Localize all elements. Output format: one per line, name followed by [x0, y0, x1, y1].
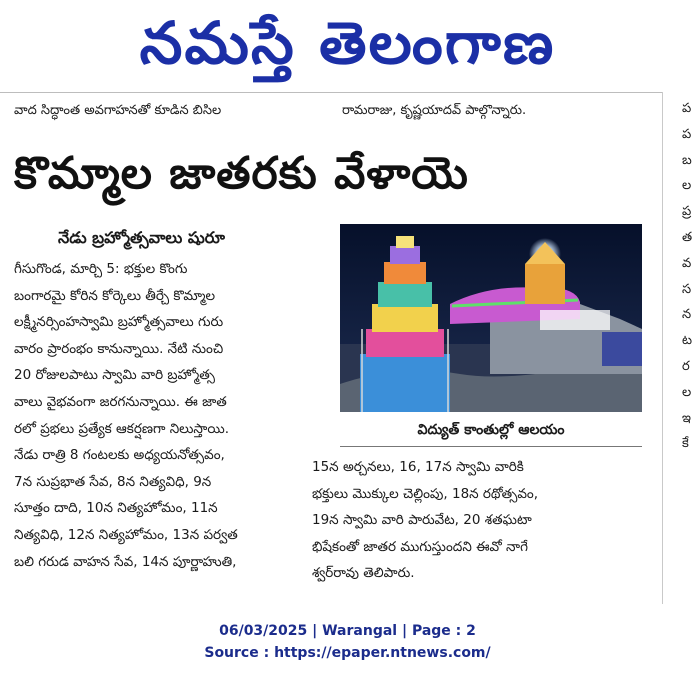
body-line: బలి గరుడ వాహన సేవ, 14న పూర్ణాహుతి,	[14, 553, 237, 570]
body-line: లక్ష్మీనర్సింహస్వామి బ్రహ్మోత్సవాలు గురు	[14, 314, 224, 331]
fragment: కే	[682, 436, 689, 452]
body-line: 19న స్వామి వారి పారువేట, 20 శతఘటా	[312, 512, 532, 529]
fragment: స	[682, 281, 692, 297]
adjacent-article-fragments	[682, 96, 695, 457]
body-line: రలో ప్రభలు ప్రత్యేక ఆకర్షణగా నిలుస్తాయి.	[14, 420, 229, 437]
body-line: నిత్యవిధి, 12న నిత్యహోమం, 13న పర్వత	[14, 526, 238, 543]
previous-article-line-right: రామరాజు, కృష్ణయాదవ్ పాల్గొన్నారు.	[342, 103, 527, 118]
article-headline: కొమ్మాల జాతరకు వేళాయె	[14, 148, 469, 199]
body-line: శ్వర్‌రావు తెలిపారు.	[312, 565, 415, 582]
previous-article-line-left: వాద సిద్ధాంత అవగాహనతో కూడిన బిసిల	[14, 103, 222, 118]
body-line: భక్తులు మొక్కుల చెల్లింపు, 18న రథోత్సవం,	[312, 485, 539, 502]
column-divider	[662, 92, 663, 604]
fragment: న	[682, 307, 692, 323]
temple-illuminated-photo-icon	[340, 224, 642, 412]
body-line: 7న సుప్రభాత సేవ, 8న నిత్యవిధి, 9న	[14, 473, 212, 490]
fragment: ఇ	[682, 410, 691, 426]
body-line: గీసుగొండ, మార్చి 5: భక్తుల కొంగు	[14, 261, 188, 277]
fragment: ప	[682, 101, 692, 116]
fragment: ప	[682, 126, 692, 142]
fragment: ర	[682, 358, 690, 374]
body-line: సూత్తం దాది, 10న నిత్యహోమం, 11న	[14, 500, 218, 517]
header-divider	[0, 92, 662, 93]
fragment: బ	[682, 152, 692, 168]
footer-edition-line: 06/03/2025 | Warangal | Page : 2	[219, 623, 476, 639]
body-line: 20 రోజులపాటు స్వామి వారి బ్రహ్మోత్స	[14, 367, 215, 384]
photo-caption: విద్యుత్ కాంతుల్లో ఆలయం	[417, 422, 565, 438]
fragment: ల	[682, 178, 692, 194]
temple-photo	[340, 224, 642, 412]
body-line: 15న అర్చనలు, 16, 17న స్వామి వారికి	[312, 459, 524, 475]
caption-divider	[340, 446, 642, 447]
body-line: వాలు వైభవంగా జరగనున్నాయి. ఈ జాత	[14, 393, 227, 410]
body-line: బంగారమై కోరిన కోర్కెలు తీర్చే కొమ్మాల	[14, 287, 216, 304]
masthead-title: నమస్తే తెలంగాణ	[139, 9, 556, 77]
fragment: వ	[682, 255, 692, 271]
article-body-left-column	[14, 256, 336, 575]
fragment: త	[682, 229, 693, 245]
fragment: ప్ర	[682, 204, 692, 220]
body-line: భిషేకంతో జాతర ముగుస్తుందని ఈవో నాగే	[312, 538, 528, 555]
body-line: నేడు రాత్రి 8 గంటలకు అధ్యయనోత్సవం,	[14, 447, 225, 464]
fragment: ల	[682, 384, 692, 400]
newspaper-masthead	[0, 0, 695, 90]
article-subheadline: నేడు బ్రహ్మోత్సవాలు షురూ	[58, 228, 225, 247]
body-line: వారం ప్రారంభం కానున్నాయి. నేటి నుంచి	[14, 340, 224, 357]
page-footer	[0, 620, 695, 664]
article-body-right-column	[312, 454, 660, 587]
fragment: ట	[682, 333, 693, 349]
footer-source-link[interactable]: Source : https://epaper.ntnews.com/	[204, 645, 491, 661]
